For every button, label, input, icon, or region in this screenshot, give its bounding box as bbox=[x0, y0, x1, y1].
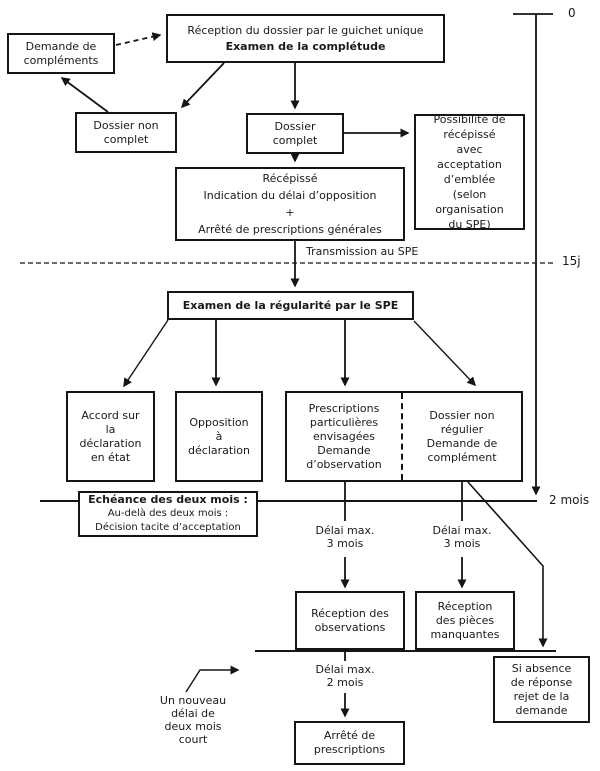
box-prescriptions-particulieres: Prescriptions particulières envisagées Demande d’observation bbox=[287, 393, 403, 480]
arrow-reception-to-non-complet bbox=[182, 63, 224, 107]
box-recepisse-line3: + bbox=[285, 206, 295, 219]
box-reception-guichet bbox=[166, 14, 445, 63]
label-delai-max-3-mois-droite: Délai max. 3 mois bbox=[432, 524, 492, 550]
box-dossier-non-complet: Dossier non complet bbox=[75, 112, 177, 153]
label-nouveau-delai: Un nouveau délai de deux mois court bbox=[159, 694, 227, 746]
timeline-label-15j: 15j bbox=[562, 254, 581, 268]
box-echeance-line1: Echéance des deux mois : bbox=[88, 493, 248, 506]
box-recepisse-line1: Récépissé bbox=[262, 172, 318, 185]
timeline-label-2mois: 2 mois bbox=[549, 493, 590, 507]
arrow-examen-to-accord bbox=[124, 320, 168, 386]
box-dossier-complet: Dossier complet bbox=[246, 113, 344, 154]
arrow-non-complet-to-demande bbox=[62, 78, 108, 112]
box-examen-regularite: Examen de la régularité par le SPE bbox=[167, 291, 414, 320]
box-reception-guichet-line2: Examen de la complétude bbox=[225, 39, 386, 53]
box-recepisse bbox=[175, 167, 405, 241]
arrow-demande-to-reception bbox=[116, 35, 160, 45]
box-dossier-non-regulier: Dossier non régulier Demande de complément bbox=[426, 408, 498, 464]
box-si-absence-rejet: Si absence de réponse rejet de la demande bbox=[493, 656, 590, 723]
box-echeance-line3: Décision tacite d’acceptation bbox=[95, 522, 241, 533]
box-demande-complements: Demande de compléments bbox=[7, 33, 115, 74]
box-recepisse-line2: Indication du délai d’opposition bbox=[203, 189, 377, 202]
box-recepisse-line4: Arrêté de prescriptions générales bbox=[198, 223, 382, 236]
label-delai-max-2-mois: Délai max. 2 mois bbox=[315, 663, 375, 689]
timeline-label-0: 0 bbox=[568, 6, 576, 20]
box-echeance-line2: Au-delà des deux mois : bbox=[107, 508, 229, 519]
label-delai-max-3-mois-gauche: Délai max. 3 mois bbox=[315, 524, 375, 550]
box-opposition-declaration: Opposition à déclaration bbox=[175, 391, 263, 482]
box-possibilite-recepisse: Possibilité de récépissé avec acceptation d’emblée (selon organisation du SPE) bbox=[414, 114, 525, 230]
box-prescriptions-et-non-regulier bbox=[285, 391, 523, 482]
box-reception-observations: Réception des observations bbox=[295, 591, 405, 650]
box-arrete-prescriptions: Arrêté de prescriptions bbox=[294, 721, 405, 765]
label-transmission-spe: Transmission au SPE bbox=[306, 245, 419, 258]
box-reception-pieces: Réception des pièces manquantes bbox=[415, 591, 515, 650]
arrow-examen-to-non-regulier bbox=[414, 321, 475, 385]
box-accord-declaration: Accord sur la déclaration en état bbox=[66, 391, 155, 482]
box-reception-guichet-line1: Réception du dossier par le guichet unique bbox=[187, 23, 424, 37]
box-echeance-deux-mois bbox=[78, 491, 258, 537]
arrow-nouveau-delai-callout bbox=[186, 670, 238, 692]
